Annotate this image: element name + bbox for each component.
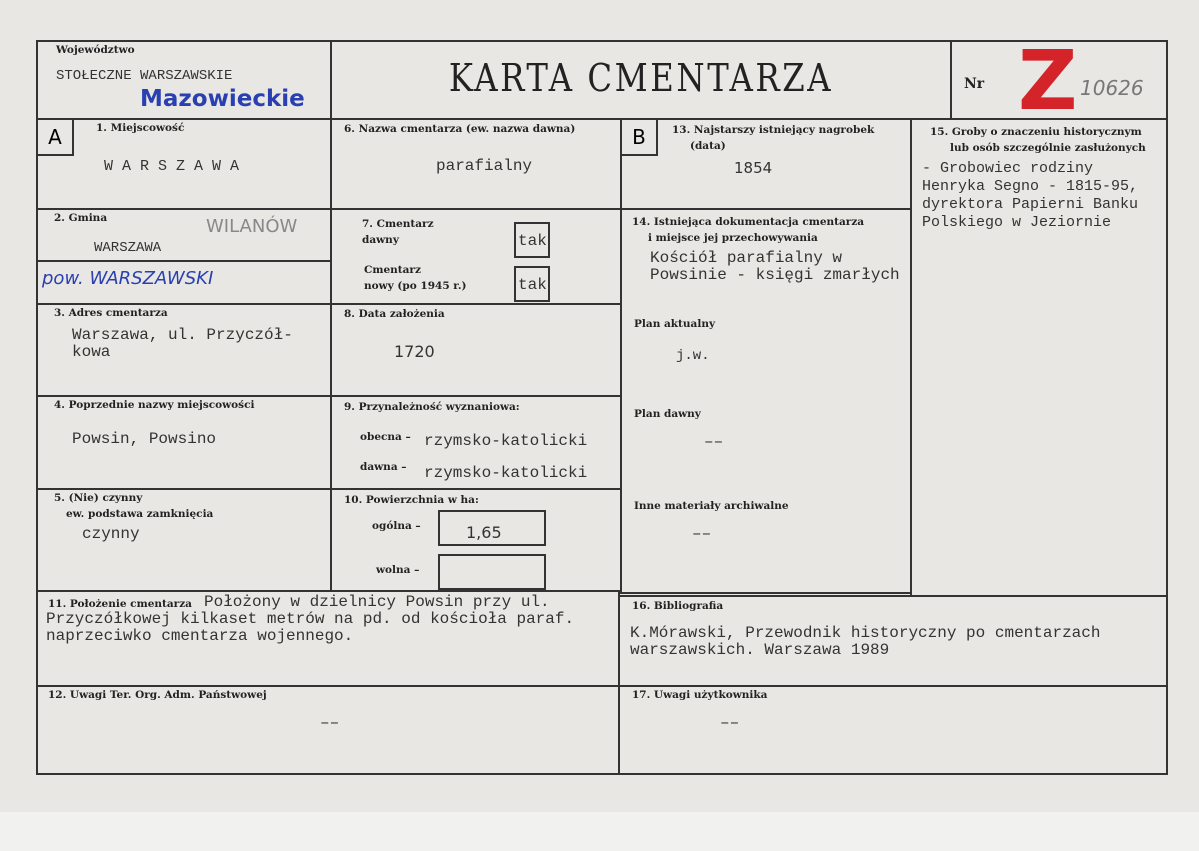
field-11-value-line1: Położony w dzielnicy Powsin przy ul. bbox=[204, 593, 550, 611]
plan-aktualny-value: j.w. bbox=[676, 348, 710, 364]
field-11-value: Przyczółkowej kilkaset metrów na pd. od kościoła paraf. naprzeciwko cmentarza wojennego. bbox=[46, 610, 575, 645]
field-2-handwritten: WILANÓW bbox=[206, 216, 298, 237]
field-6-value: parafialny bbox=[436, 157, 533, 175]
field-13-label: 13. Najstarszy istniejący nagrobek bbox=[672, 124, 875, 136]
field-16-label: 16. Bibliografia bbox=[632, 600, 724, 612]
nr-label: Nr bbox=[964, 76, 985, 92]
wojewodztwo-cell bbox=[36, 40, 332, 120]
field-2-value: WARSZAWA bbox=[94, 240, 162, 256]
field-10-label: 10. Powierzchnia w ha: bbox=[344, 494, 479, 506]
field-14 bbox=[620, 208, 912, 594]
field-4-value: Powsin, Powsino bbox=[72, 430, 217, 448]
obecna-label: obecna – bbox=[360, 431, 411, 443]
nr-cell bbox=[950, 34, 1168, 129]
field-2-powiat: pow. WARSZAWSKI bbox=[42, 268, 214, 289]
title-cell bbox=[330, 40, 952, 120]
field-12-label: 12. Uwagi Ter. Org. Adm. Państwowej bbox=[48, 689, 267, 701]
field-8-label: 8. Data założenia bbox=[344, 308, 445, 320]
field-13-value: 1854 bbox=[734, 159, 773, 177]
field-8-value: 1720 bbox=[394, 342, 435, 361]
field-7-label-dawny: dawny bbox=[362, 234, 399, 246]
field-7-label3: Cmentarz bbox=[364, 264, 421, 276]
field-17-value: –– bbox=[720, 714, 740, 732]
field-17 bbox=[618, 685, 1168, 775]
field-8 bbox=[330, 303, 622, 397]
dawny-value: tak bbox=[518, 232, 547, 250]
dawna-value: rzymsko-katolicki bbox=[424, 464, 588, 482]
wojewodztwo-label: Województwo bbox=[56, 44, 135, 56]
wolna-box bbox=[438, 554, 546, 590]
page-title: KARTA CMENTARZA bbox=[448, 56, 834, 100]
field-3-label: 3. Adres cmentarza bbox=[54, 307, 168, 319]
field-4-label: 4. Poprzednie nazwy miejscowości bbox=[54, 399, 255, 411]
field-14-label2: i miejsce jej przechowywania bbox=[648, 232, 818, 244]
field-7-label: 7. Cmentarz bbox=[362, 218, 434, 230]
field-11-label: 11. Położenie cmentarza bbox=[48, 598, 192, 610]
field-14-label: 14. Istniejąca dokumentacja cmentarza bbox=[632, 216, 865, 228]
field-15-label: 15. Groby o znaczeniu historycznym bbox=[930, 126, 1142, 138]
ogolna-box bbox=[438, 510, 546, 546]
ogolna-label: ogólna – bbox=[372, 520, 421, 532]
field-11 bbox=[36, 590, 620, 687]
field-9 bbox=[330, 395, 622, 490]
field-2-label: 2. Gmina bbox=[54, 212, 108, 224]
field-7-label-nowy: nowy (po 1945 r.) bbox=[364, 280, 467, 292]
field-3-value: Warszawa, ul. Przyczół- kowa bbox=[72, 326, 293, 361]
section-a-marker: A bbox=[38, 120, 74, 156]
field-17-label: 17. Uwagi użytkownika bbox=[632, 689, 768, 701]
nr-letter: Z bbox=[1018, 34, 1078, 129]
field-15 bbox=[910, 118, 1168, 597]
plan-aktualny-label: Plan aktualny bbox=[634, 318, 716, 330]
nowy-box bbox=[514, 266, 550, 302]
field-7 bbox=[330, 208, 622, 305]
field-12 bbox=[36, 685, 620, 775]
field-1 bbox=[36, 118, 332, 210]
field-9-label: 9. Przynależność wyznaniowa: bbox=[344, 401, 520, 413]
wojewodztwo-value: STOŁECZNE WARSZAWSKIE bbox=[56, 68, 233, 84]
field-2 bbox=[36, 208, 332, 305]
field-16 bbox=[618, 595, 1168, 687]
nr-number: 10626 bbox=[1080, 76, 1144, 100]
field-5-label2: ew. podstawa zamknięcia bbox=[66, 508, 214, 520]
field-3 bbox=[36, 303, 332, 397]
field-15-label2: lub osób szczególnie zasłużonych bbox=[950, 142, 1146, 154]
field-16-value: K.Mórawski, Przewodnik historyczny po cmentarzach warszawskich. Warszawa 1989 bbox=[630, 624, 1101, 659]
field-6-label: 6. Nazwa cmentarza (ew. nazwa dawna) bbox=[344, 123, 576, 135]
plan-dawny-label: Plan dawny bbox=[634, 408, 701, 420]
field-1-value: W A R S Z A W A bbox=[104, 158, 240, 175]
field-10 bbox=[330, 488, 622, 592]
field-5 bbox=[36, 488, 332, 592]
field-14-value: Kościół parafialny w Powsinie - księgi zmarłych bbox=[650, 249, 900, 284]
nowy-value: tak bbox=[518, 276, 547, 294]
field-5-label: 5. (Nie) czynny bbox=[54, 492, 143, 504]
field-6 bbox=[330, 118, 622, 210]
field-5-value: czynny bbox=[82, 525, 140, 543]
field-4 bbox=[36, 395, 332, 490]
field-1-label: 1. Miejscowość bbox=[96, 122, 185, 134]
plan-dawny-value: –– bbox=[704, 433, 724, 451]
inne-value: –– bbox=[692, 525, 712, 543]
field-12-value: –– bbox=[320, 714, 340, 732]
wolna-label: wolna – bbox=[376, 564, 420, 576]
field-15-value: - Grobowiec rodziny Henryka Segno - 1815-95, dyrektora Papierni Banku Polskiego w Jeziornie bbox=[922, 160, 1139, 231]
field-13 bbox=[620, 118, 912, 210]
wojewodztwo-stamp: Mazowieckie bbox=[140, 86, 305, 112]
field-13-label2: (data) bbox=[690, 140, 726, 152]
ogolna-value: 1,65 bbox=[466, 523, 502, 542]
section-b-marker: B bbox=[622, 120, 658, 156]
inne-label: Inne materiały archiwalne bbox=[634, 500, 789, 512]
dawna-label: dawna – bbox=[360, 461, 407, 473]
dawny-box bbox=[514, 222, 550, 258]
obecna-value: rzymsko-katolicki bbox=[424, 432, 588, 450]
